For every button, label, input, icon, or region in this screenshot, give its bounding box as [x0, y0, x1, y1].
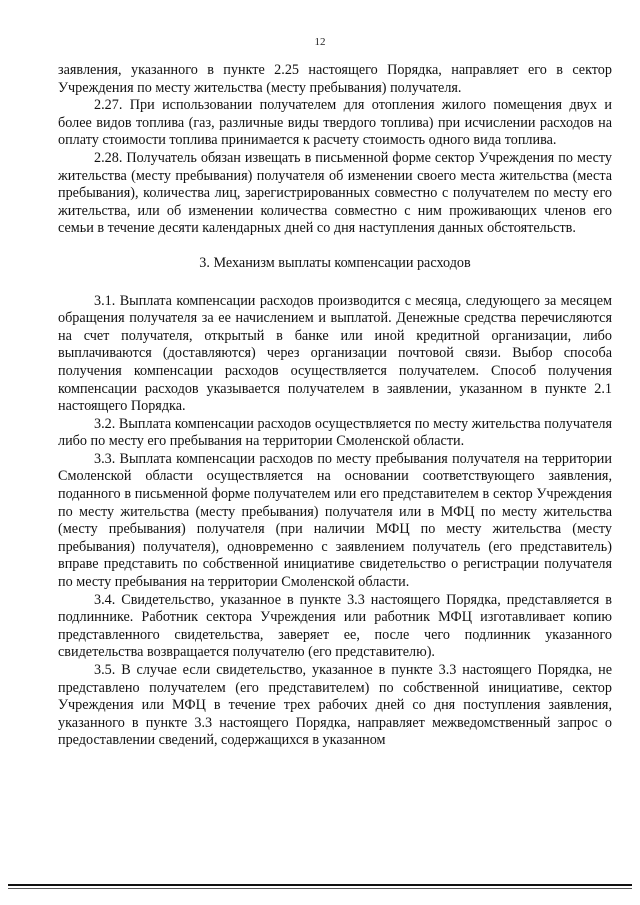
footer-rule — [8, 884, 632, 886]
document-body — [58, 62, 612, 750]
paragraph-2-28: 2.28. Получатель обязан извещать в письменной форме сектор Учреждения по месту жительства (месту пребывания) получателя об изменении своего места жительства (места пребывания), количества лиц, зарегистрированных совместно с получателем по месту его жительства, или об изменении количества совместно с ним проживающих членов его семьи в течение десяти календарных дней со дня наступления данных обстоятельств. — [58, 149, 612, 237]
footer-rule-thin — [8, 888, 632, 889]
paragraph-2-27: 2.27. При использовании получателем для отопления жилого помещения двух и более видов топлива (газ, различные виды твердого топлива) при исчислении расходов на оплату стоимости топлива принимается к расчету стоимость одного вида топлива. — [58, 97, 612, 149]
paragraph-continuation: заявления, указанного в пункте 2.25 настоящего Порядка, направляет его в сектор Учреждения по месту жительства (месту пребывания) получателя. — [58, 62, 612, 96]
paragraph-3-5: 3.5. В случае если свидетельство, указанное в пункте 3.3 настоящего Порядка, не представлено получателем (его представителем) по собственной инициативе, сектор Учреждения или МФЦ в течение трех рабочих дней со дня поступления заявления, указанного в пункте 3.3 настоящего Порядка, направляет межведомственный запрос о предоставлении сведений, содержащихся в указанном — [58, 662, 612, 749]
page-number: 12 — [314, 36, 326, 48]
paragraph-3-1: 3.1. Выплата компенсации расходов производится с месяца, следующего за месяцем обращения получателя за ее начислением и выплатой. Денежные средства перечисляются на счет получателя, открытый в банке или иной кредитной организации, либо выплачиваются (доставляются) через организации почтовой связи. Выбор способа получения компенсации расходов осуществляется получателем. Способ получения компенсации расходов указывается получателем в заявлении, указанном в пункте 2.1 настоящего Порядка. — [58, 292, 612, 415]
paragraph-3-2: 3.2. Выплата компенсации расходов осуществляется по месту жительства получателя либо по месту его пребывания на территории Смоленской области. — [58, 415, 612, 450]
section-heading: 3. Механизм выплаты компенсации расходов — [199, 254, 471, 271]
paragraph-3-3: 3.3. Выплата компенсации расходов по месту пребывания получателя на территории Смоленской области осуществляется на основании соответствующего заявления, поданного в письменной форме получателем или его представителем в сектор Учреждения по месту жительства (месту пребывания) получателя или в МФЦ по месту жительства (месту пребывания) получателя (при наличии МФЦ по месту жительства (месту пребывания) получателя), одновременно с заявлением получатель (его представитель) вправе представить по собственной инициативе свидетельство о регистрации получателя по месту пребывания на территории Смоленской области. — [58, 450, 612, 591]
paragraph-3-4: 3.4. Свидетельство, указанное в пункте 3.3 настоящего Порядка, представляется в подлиннике. Работник сектора Учреждения или работник МФЦ изготавливает копию представленного свидетельства, заверяет ее, после чего подлинник указанного свидетельства возвращается получателю (его представителю). — [58, 591, 612, 661]
